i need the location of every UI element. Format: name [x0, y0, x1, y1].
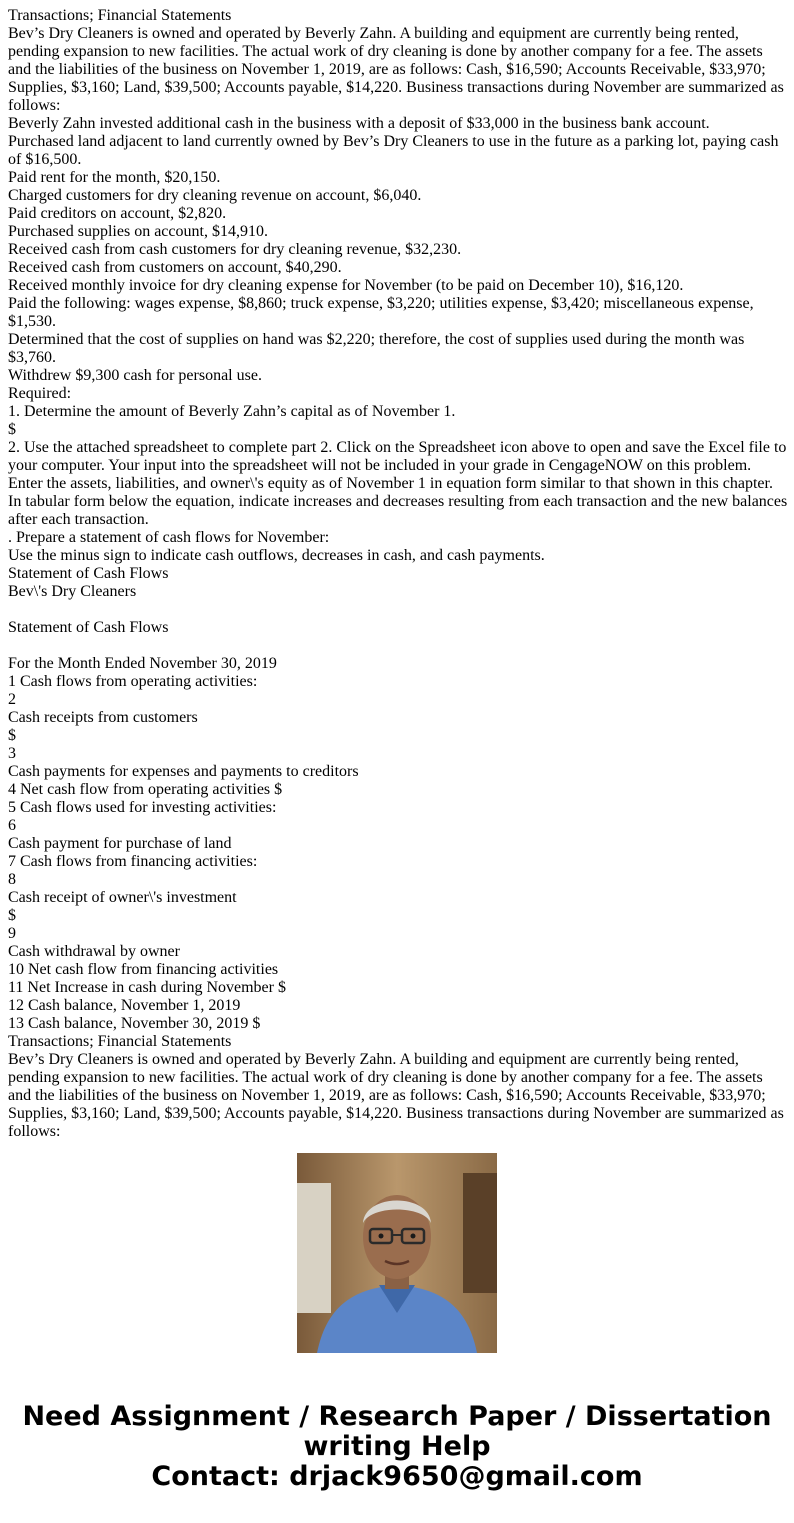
- statement-period: For the Month Ended November 30, 2019: [8, 655, 277, 672]
- transaction-item: Paid the following: wages expense, $8,860; truck expense, $3,220; utilities expense, $3,420; miscellaneous expense, $1,530.: [8, 295, 754, 330]
- promo-line-2: writing Help: [303, 1431, 491, 1462]
- person-portrait-icon: [297, 1153, 497, 1353]
- answer-dollar: $: [8, 421, 16, 438]
- statement-row: Cash receipts from customers: [8, 709, 198, 726]
- problem-document: [8, 7, 788, 1033]
- statement-row: 2: [8, 691, 16, 708]
- statement-row: Cash payment for purchase of land: [8, 835, 232, 852]
- statement-row: 9: [8, 925, 16, 942]
- transaction-item: Paid creditors on account, $2,820.: [8, 205, 227, 222]
- transaction-item: Paid rent for the month, $20,150.: [8, 169, 221, 186]
- promo-banner: [0, 1402, 794, 1492]
- statement-row: 5 Cash flows used for investing activities:: [8, 799, 277, 816]
- statement-row: 12 Cash balance, November 1, 2019: [8, 997, 241, 1014]
- statement-row: 11 Net Increase in cash during November $: [8, 979, 286, 996]
- transaction-item: Charged customers for dry cleaning revenue on account, $6,040.: [8, 187, 422, 204]
- required-label: Required:: [8, 385, 72, 402]
- portrait-graphic: [297, 1153, 497, 1353]
- spacer: [8, 637, 788, 655]
- statement-row: 1 Cash flows from operating activities:: [8, 673, 258, 690]
- requirement-1: 1. Determine the amount of Beverly Zahn’s capital as of November 1.: [8, 403, 456, 420]
- statement-title: Statement of Cash Flows: [8, 619, 169, 636]
- spacer: [8, 601, 788, 619]
- transaction-item: Received monthly invoice for dry cleaning expense for November (to be paid on December 10), $16,120.: [8, 277, 684, 294]
- promo-line-1: Need Assignment / Research Paper / Dissertation: [22, 1401, 772, 1432]
- intro-paragraph: Bev’s Dry Cleaners is owned and operated by Beverly Zahn. A building and equipment are currently being rented, pending expansion to new facilities. The actual work of dry cleaning is done by another company for a fee. The assets and the liabilities of the business on November 1, 2019, are as follows: Cash, $16,590; Accounts Receivable, $33,970; Supplies, $3,160; Land, $39,500; Accounts payable, $14,220. Business transactions during November are summarized as follows:: [8, 25, 784, 114]
- transaction-item: Beverly Zahn invested additional cash in the business with a deposit of $33,000 in the business bank account.: [8, 115, 710, 132]
- statement-row: $: [8, 727, 16, 744]
- promo-contact: Contact: drjack9650@gmail.com: [151, 1461, 643, 1492]
- transaction-item: Received cash from cash customers for dry cleaning revenue, $32,230.: [8, 241, 462, 258]
- company-name: Bev\'s Dry Cleaners: [8, 583, 137, 600]
- intro-paragraph-repeat: Bev’s Dry Cleaners is owned and operated by Beverly Zahn. A building and equipment are currently being rented, pending expansion to new facilities. The actual work of dry cleaning is done by another company for a fee. The assets and the liabilities of the business on November 1, 2019, are as follows: Cash, $16,590; Accounts Receivable, $33,970; Supplies, $3,160; Land, $39,500; Accounts payable, $14,220. Business transactions during November are summarized as follows:: [8, 1051, 784, 1140]
- transaction-item: Determined that the cost of supplies on hand was $2,220; therefore, the cost of supplies used during the month was $3,760.: [8, 331, 745, 366]
- statement-row: 4 Net cash flow from operating activities $: [8, 781, 283, 798]
- statement-row: $: [8, 907, 16, 924]
- requirement-2: 2. Use the attached spreadsheet to complete part 2. Click on the Spreadsheet icon above to open and save the Excel file to your computer. Your input into the spreadsheet will not be included in your grade in CengageNOW on this problem. Enter the assets, liabilities, and owner\'s equity as of November 1 in equation form similar to that shown in this chapter. In tabular form below the equation, indicate increases and decreases resulting from each transaction and the new balances after each transaction.: [8, 439, 788, 528]
- statement-row: 13 Cash balance, November 30, 2019 $: [8, 1015, 261, 1032]
- requirement-3: . Prepare a statement of cash flows for November:: [8, 529, 330, 546]
- statement-row: Cash payments for expenses and payments to creditors: [8, 763, 359, 780]
- statement-row: Cash withdrawal by owner: [8, 943, 180, 960]
- statement-row: Cash receipt of owner\'s investment: [8, 889, 237, 906]
- transaction-item: Received cash from customers on account, $40,290.: [8, 259, 342, 276]
- statement-row: 10 Net cash flow from financing activities: [8, 961, 279, 978]
- repeated-excerpt: [8, 1033, 788, 1140]
- transaction-item: Purchased supplies on account, $14,910.: [8, 223, 268, 240]
- statement-row: 8: [8, 871, 16, 888]
- doc-title: Transactions; Financial Statements: [8, 7, 232, 24]
- statement-row: 3: [8, 745, 16, 762]
- statement-row: 6: [8, 817, 16, 834]
- doc-title-repeat: Transactions; Financial Statements: [8, 1033, 232, 1050]
- transaction-item: Purchased land adjacent to land currently owned by Bev’s Dry Cleaners to use in the future as a parking lot, paying cash of $16,500.: [8, 133, 779, 168]
- transaction-item: Withdrew $9,300 cash for personal use.: [8, 367, 262, 384]
- statement-heading: Statement of Cash Flows: [8, 565, 169, 582]
- requirement-3-note: Use the minus sign to indicate cash outflows, decreases in cash, and cash payments.: [8, 547, 545, 564]
- statement-row: 7 Cash flows from financing activities:: [8, 853, 258, 870]
